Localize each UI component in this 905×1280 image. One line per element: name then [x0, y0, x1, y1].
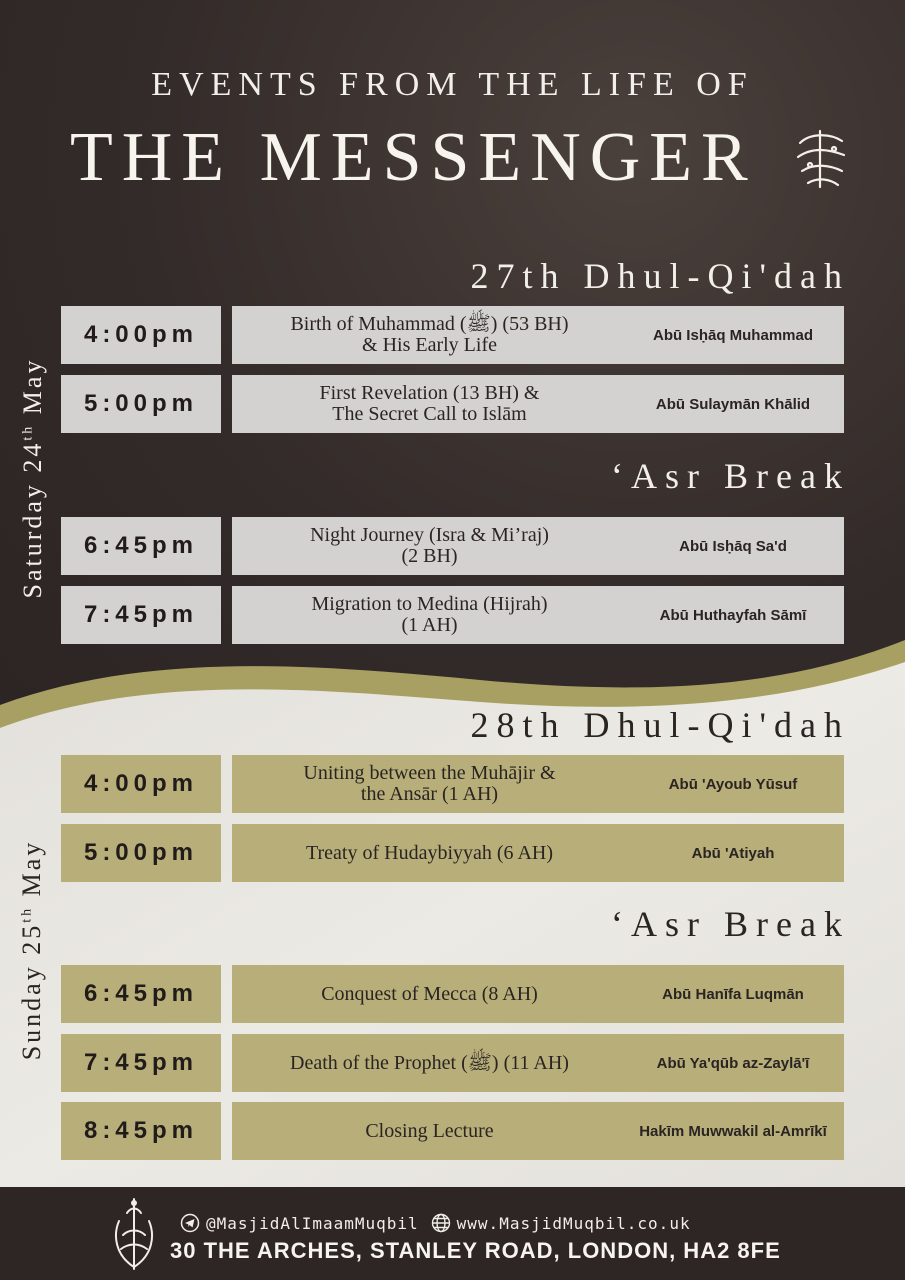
- day2-session1-speaker: Abū 'Ayoub Yūsuf: [622, 755, 844, 813]
- day1-session2-time: 5:00pm: [61, 375, 221, 433]
- event-line1: Treaty of Hudaybiyyah (6 AH): [305, 841, 553, 864]
- day1-side-label: [18, 328, 48, 628]
- telegram-icon: [180, 1213, 200, 1233]
- day2-session3-time: 6:45pm: [61, 965, 221, 1023]
- event-line1: Night Journey (Isra & Mi’raj): [310, 524, 549, 546]
- day2-session4-speaker: Abū Ya'qūb az-Zaylā'ī: [622, 1034, 844, 1092]
- day1-side-day: Saturday 24: [18, 440, 47, 599]
- day2-session2-speaker: Abū 'Atiyah: [622, 824, 844, 882]
- day2-heading: 28th Dhul-Qi'dah: [470, 705, 850, 745]
- day2-session5-event: [232, 1102, 627, 1160]
- event-line1: Migration to Medina (Hijrah): [311, 593, 548, 615]
- day2-side-label: [17, 800, 47, 1100]
- day1-session3-event: [232, 517, 627, 575]
- day2-side-month: May: [17, 839, 46, 906]
- poster-title: THE MESSENGER: [70, 119, 757, 196]
- day1-session3-speaker: Abū Isḥāq Sa'd: [622, 517, 844, 575]
- day1-side-sup: th: [20, 423, 36, 441]
- website-link[interactable]: www.MasjidMuqbil.co.uk: [456, 1213, 691, 1233]
- day2-break-label: ‘Asr Break: [611, 904, 850, 944]
- event-line1: Closing Lecture: [365, 1119, 494, 1142]
- day2-session2-event: [232, 824, 627, 882]
- day1-session2-event: [232, 375, 627, 433]
- footer-contacts: [180, 1213, 691, 1233]
- day2-session4-event: [232, 1034, 627, 1092]
- day2-session4-time: 7:45pm: [61, 1034, 221, 1092]
- day2-session5-speaker: Hakīm Muwwakil al-Amrīkī: [622, 1102, 844, 1160]
- day1-session3-time: 6:45pm: [61, 517, 221, 575]
- day2-side-day: Sunday 25: [17, 922, 46, 1061]
- day2-session3-speaker: Abū Hanīfa Luqmān: [622, 965, 844, 1023]
- day1-side-month: May: [18, 357, 47, 424]
- event-line2: (2 BH): [401, 545, 458, 567]
- day1-session4-time: 7:45pm: [61, 586, 221, 644]
- day1-session1-time: 4:00pm: [61, 306, 221, 364]
- day1-session1-speaker: Abū Isḥāq Muhammad: [622, 306, 844, 364]
- day1-break-label: ‘Asr Break: [611, 456, 850, 496]
- day2-session2-time: 5:00pm: [61, 824, 221, 882]
- day2-side-sup: th: [19, 905, 35, 923]
- event-line2: the Ansār (1 AH): [360, 783, 499, 805]
- day1-session1-event: [232, 306, 627, 364]
- day2-session1-time: 4:00pm: [61, 755, 221, 813]
- day1-session2-speaker: Abū Sulaymān Khālid: [622, 375, 844, 433]
- event-line1: Uniting between the Muhājir &: [303, 762, 556, 784]
- event-line1: First Revelation (13 BH) &: [319, 382, 540, 404]
- day2-session1-event: [232, 755, 627, 813]
- masjid-logo-icon: [105, 1195, 163, 1273]
- event-line1: Death of the Prophet (ﷺ) (11 AH): [290, 1051, 569, 1074]
- event-line2: & His Early Life: [362, 334, 497, 356]
- event-line1: Conquest of Mecca (8 AH): [321, 982, 538, 1005]
- event-line2: The Secret Call to Islām: [332, 403, 527, 425]
- telegram-handle[interactable]: @MasjidAlImaamMuqbil: [206, 1213, 419, 1233]
- globe-icon: [431, 1213, 451, 1233]
- day2-session3-event: [232, 965, 627, 1023]
- poster-subtitle: EVENTS FROM THE LIFE OF: [151, 66, 754, 103]
- event-line1: Birth of Muhammad (ﷺ) (53 BH): [290, 313, 569, 335]
- day1-session4-event: [232, 586, 627, 644]
- footer-address: 30 THE ARCHES, STANLEY ROAD, LONDON, HA2 8FE: [170, 1238, 781, 1263]
- day2-session5-time: 8:45pm: [61, 1102, 221, 1160]
- event-line2: (1 AH): [401, 614, 458, 636]
- day1-heading: 27th Dhul-Qi'dah: [470, 256, 850, 296]
- salawat-calligraphy-icon: [790, 125, 850, 191]
- day1-session4-speaker: Abū Huthayfah Sāmī: [622, 586, 844, 644]
